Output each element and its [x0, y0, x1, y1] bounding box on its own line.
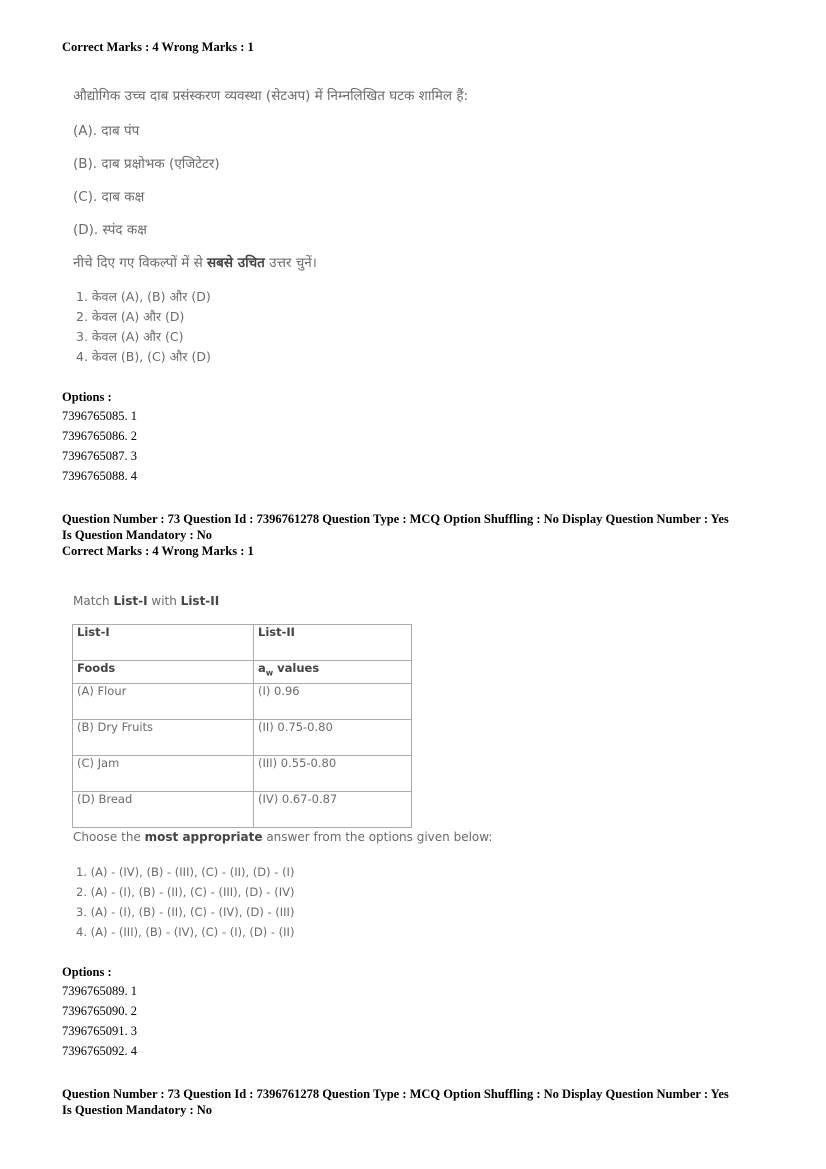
question-item: (B). दाब प्रक्षोभक (एजिटेटर): [73, 156, 220, 172]
choice-list: [76, 287, 211, 367]
table-subheader-cell: $a_w$ values: [254, 661, 412, 684]
table-row: (A) Flour (I) 0.96: [73, 684, 412, 720]
table-header-cell: List-II: [254, 625, 412, 661]
option-item: 7396765090. 2: [62, 1004, 137, 1018]
question-item: (C). दाब कक्ष: [73, 189, 145, 205]
marks-line-2: Correct Marks : 4 Wrong Marks : 1: [62, 544, 254, 558]
table-row: (C) Jam (III) 0.55-0.80: [73, 756, 412, 792]
choice-item: 3. (A) - (I), (B) - (II), (C) - (IV), (D) - (III): [76, 905, 295, 919]
choice-list: [76, 862, 294, 942]
options-label: Options :: [62, 965, 112, 979]
option-item: 7396765086. 2: [62, 429, 137, 443]
options-label: Options :: [62, 390, 112, 404]
option-item: 7396765091. 3: [62, 1024, 137, 1038]
choice-item: 3. केवल (A) और (C): [76, 329, 184, 344]
choice-item: 2. केवल (A) और (D): [76, 309, 185, 324]
choice-item: 2. (A) - (I), (B) - (II), (C) - (III), (D) - (IV): [76, 885, 295, 899]
choice-item: 4. केवल (B), (C) और (D): [76, 349, 211, 364]
option-item: 7396765092. 4: [62, 1044, 137, 1058]
match-instruction: Choose the most appropriate answer from the options given below:: [73, 830, 493, 844]
marks-line-1: Correct Marks : 4 Wrong Marks : 1: [62, 40, 254, 54]
question-mandatory: Is Question Mandatory : No: [62, 1103, 213, 1117]
question-header: Question Number : 73 Question Id : 7396761278 Question Type : MCQ Option Shuffling : No Display Question Number : Yes: [62, 512, 729, 526]
choice-item: 4. (A) - (III), (B) - (IV), (C) - (I), (D) - (II): [76, 925, 295, 939]
question-mandatory: Is Question Mandatory : No: [62, 528, 213, 542]
question-header: Question Number : 73 Question Id : 7396761278 Question Type : MCQ Option Shuffling : No Display Question Number : Yes: [62, 1087, 729, 1101]
options-list: [62, 981, 137, 1061]
question-item: (D). स्पंद कक्ष: [73, 222, 147, 238]
option-item: 7396765085. 1: [62, 409, 137, 423]
choice-item: 1. केवल (A), (B) और (D): [76, 289, 211, 304]
question-item: (A). दाब पंप: [73, 123, 140, 139]
table-subheader-cell: Foods: [73, 661, 254, 684]
option-item: 7396765088. 4: [62, 469, 137, 483]
question-intro: औद्योगिक उच्च दाब प्रसंस्करण व्यवस्था (सेटअप) में निम्नलिखित घटक शामिल हैं:: [73, 88, 469, 104]
table-row: (B) Dry Fruits (II) 0.75-0.80: [73, 720, 412, 756]
match-intro: Match List-I with List-II: [73, 594, 220, 608]
table-header-cell: List-I: [73, 625, 254, 661]
match-table: [72, 624, 412, 828]
options-list: [62, 406, 137, 486]
option-item: 7396765087. 3: [62, 449, 137, 463]
question-instruction: नीचे दिए गए विकल्पों में से सबसे उचित उत्तर चुनें।: [73, 255, 317, 271]
option-item: 7396765089. 1: [62, 984, 137, 998]
choice-item: 1. (A) - (IV), (B) - (III), (C) - (II), (D) - (I): [76, 865, 295, 879]
table-row: (D) Bread (IV) 0.67-0.87: [73, 792, 412, 828]
